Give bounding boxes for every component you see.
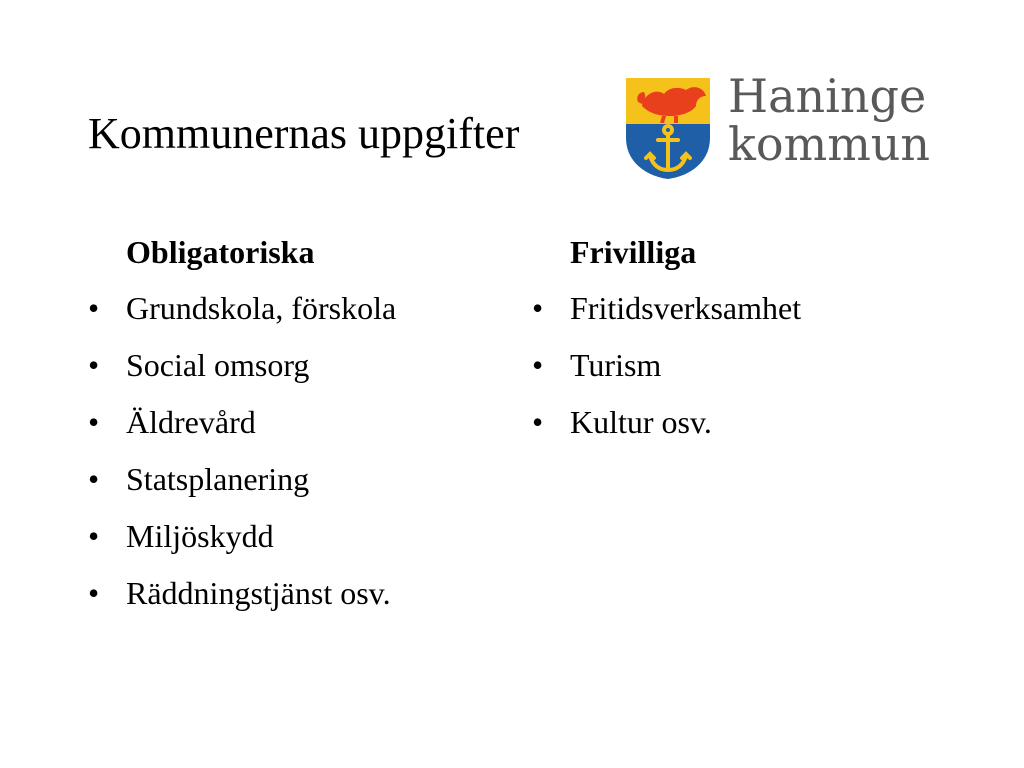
list-item	[88, 451, 508, 508]
bullet-icon: •	[88, 290, 100, 326]
list-item-text: Kultur osv.	[570, 404, 712, 440]
list-item-text: Miljöskydd	[126, 518, 274, 554]
slide-title: Kommunernas uppgifter	[88, 109, 520, 158]
bullet-list	[532, 280, 932, 451]
column-heading: Obligatoriska	[126, 234, 315, 270]
haninge-kommun-logo	[624, 69, 954, 182]
list-item-text: Fritidsverksamhet	[570, 290, 802, 326]
bullet-icon: •	[532, 290, 544, 326]
list-item	[532, 280, 932, 337]
list-item	[88, 337, 508, 394]
logo-line-2: kommun	[728, 117, 931, 171]
list-item-text: Turism	[570, 347, 662, 383]
bullet-icon: •	[88, 347, 100, 383]
logo-wordmark	[728, 69, 931, 171]
list-item	[532, 337, 932, 394]
list-item	[88, 394, 508, 451]
list-item	[88, 565, 508, 622]
bullet-icon: •	[88, 461, 100, 497]
bullet-icon: •	[532, 404, 544, 440]
bullet-icon: •	[532, 347, 544, 383]
list-item-text: Social omsorg	[126, 347, 310, 383]
bullet-icon: •	[88, 404, 100, 440]
bullet-list	[88, 280, 508, 622]
column-frivilliga	[532, 228, 932, 451]
list-item-text: Räddningstjänst osv.	[126, 575, 391, 611]
list-item	[532, 394, 932, 451]
bullet-icon: •	[88, 575, 100, 611]
list-item-text: Äldrevård	[126, 404, 256, 440]
list-item	[88, 280, 508, 337]
coat-of-arms-icon	[624, 76, 712, 180]
column-obligatoriska	[88, 228, 508, 622]
list-item	[88, 508, 508, 565]
list-item-text: Grundskola, förskola	[126, 290, 397, 326]
logo-line-1: Haninge	[728, 69, 927, 123]
list-item-text: Statsplanering	[126, 461, 310, 497]
column-heading: Frivilliga	[570, 234, 697, 270]
bullet-icon: •	[88, 518, 100, 554]
